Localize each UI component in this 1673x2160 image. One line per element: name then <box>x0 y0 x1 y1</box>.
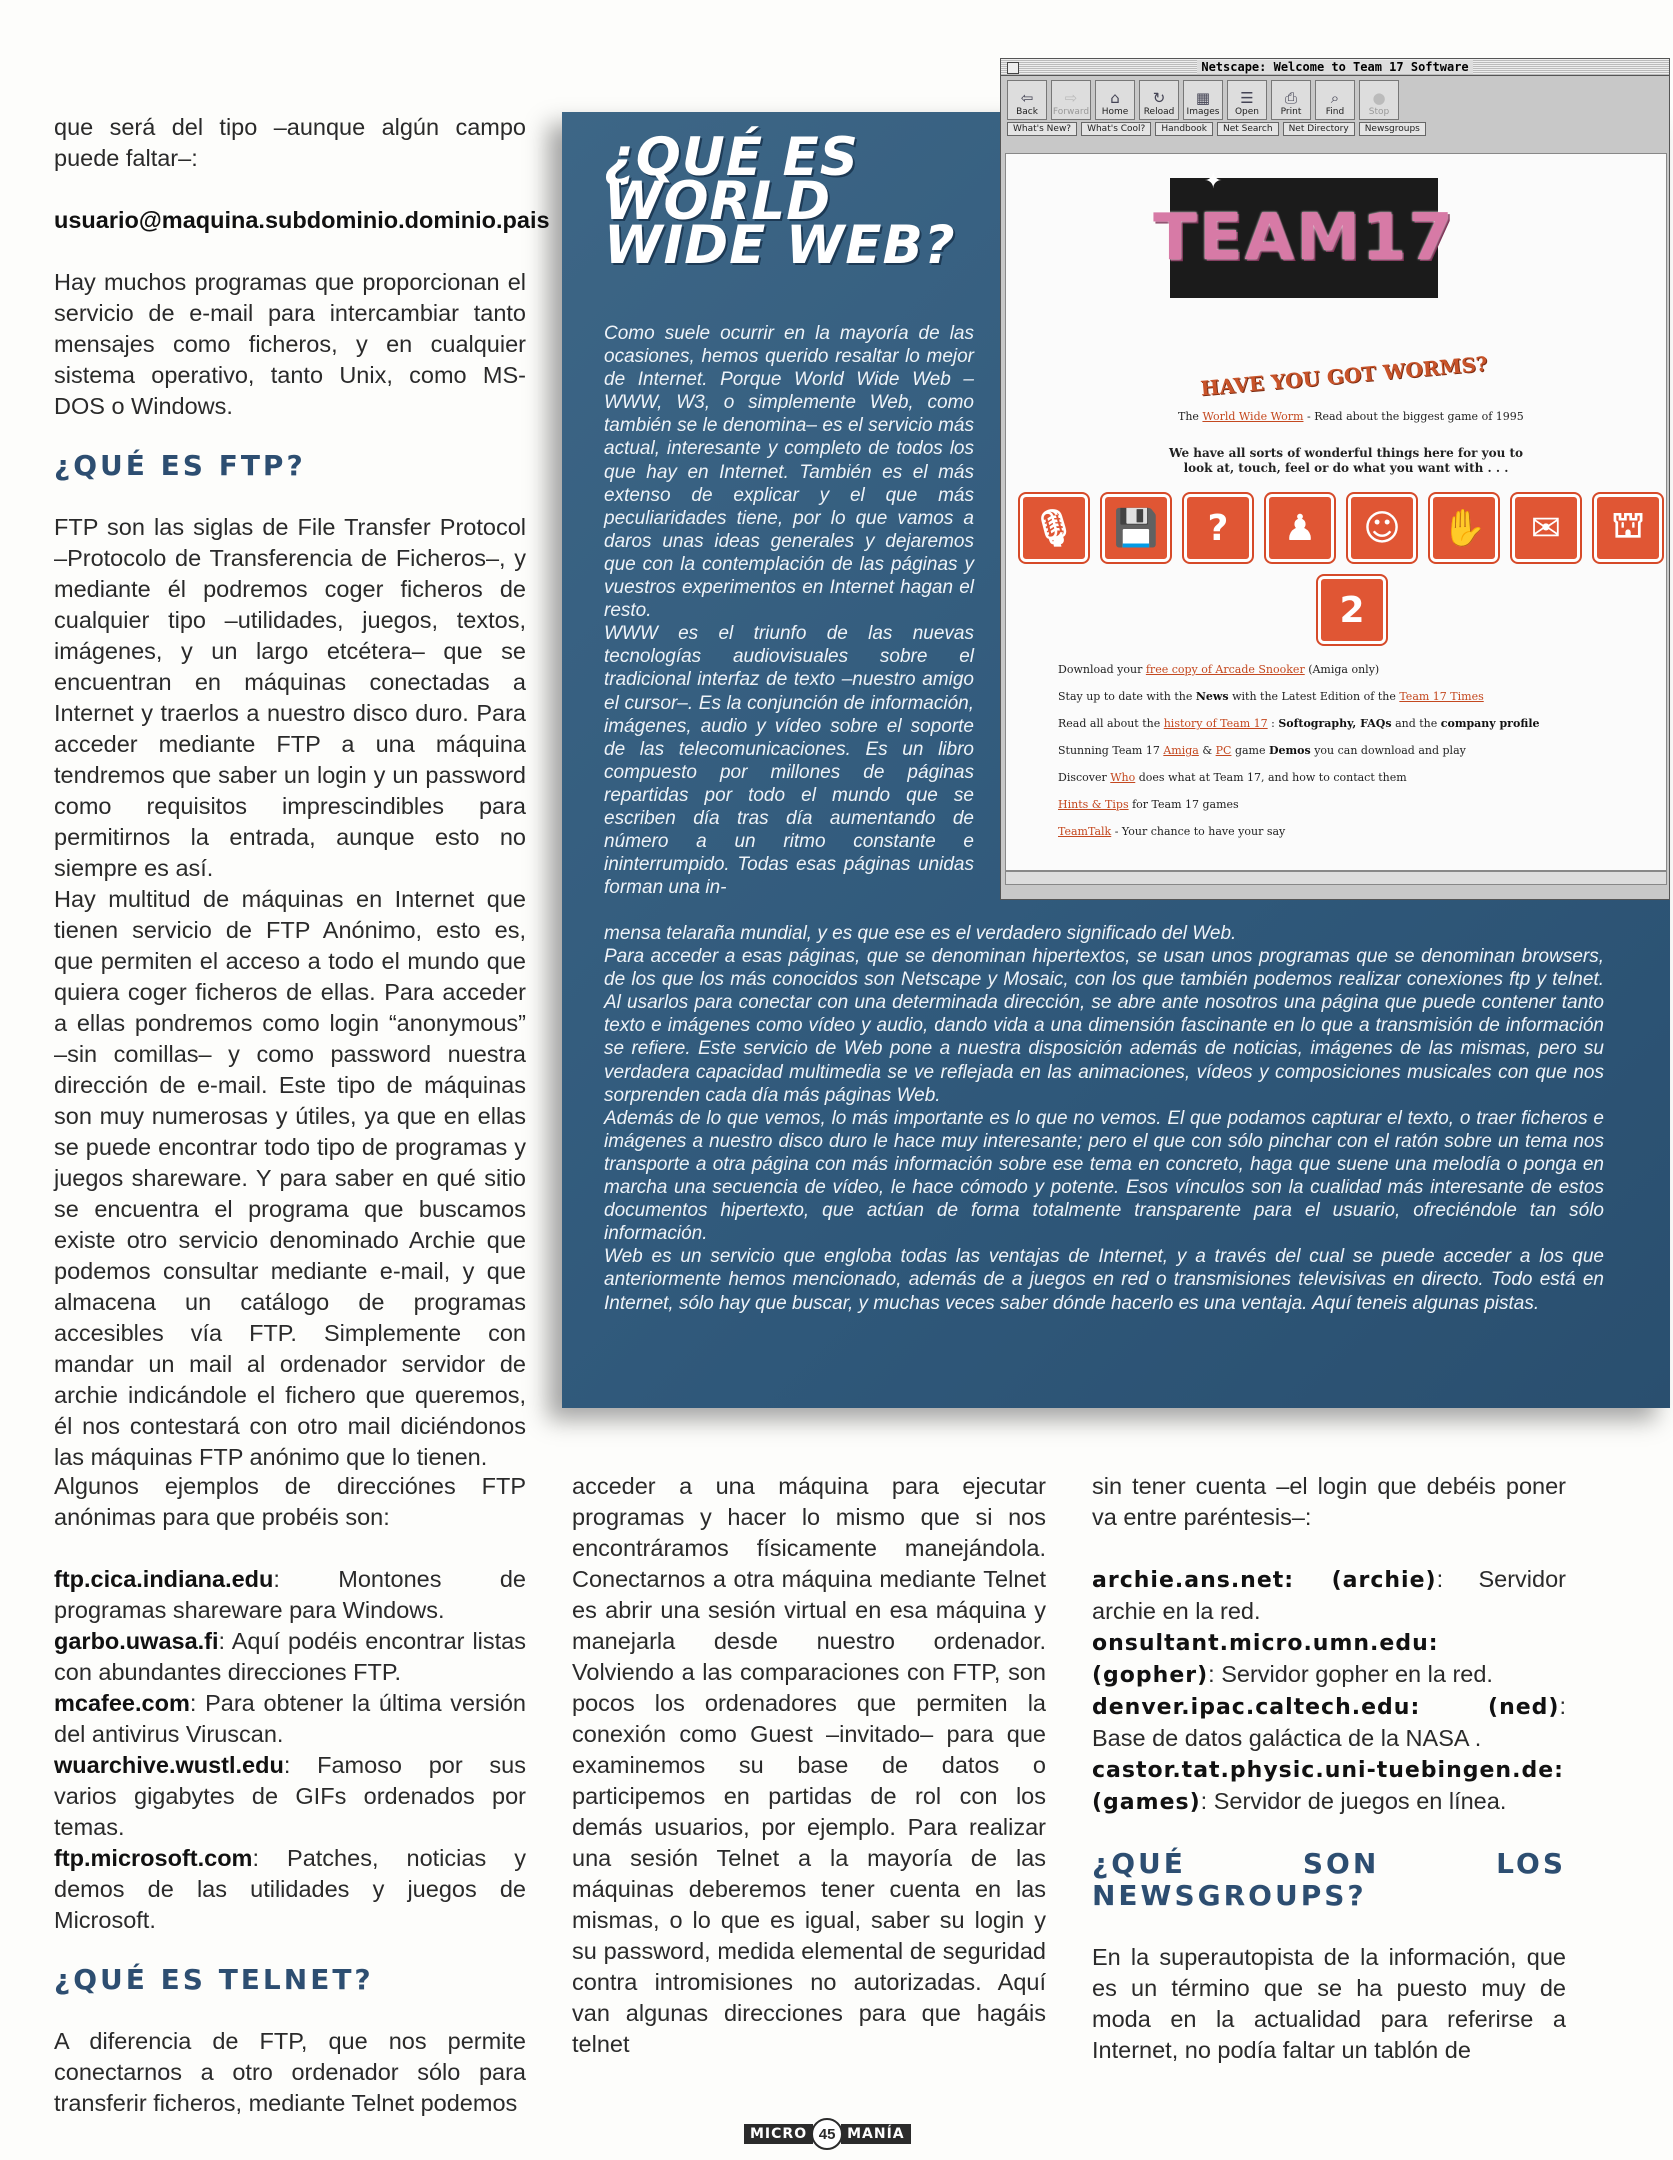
link: Amiga <box>1163 744 1199 757</box>
ftp-site-item <box>54 1750 526 1843</box>
ftp-host: ftp.microsoft.com <box>54 1845 253 1871</box>
sidebar-paragraph: Web es un servicio que engloba todas las ventajas de Internet, y a través del cual se puede acceder a los que anteriormente hemos mencionado, además de a juegos en red o transmisiones televisivas en directo. Todo está en Internet, sólo hay que buscar, y muchas veces saber dónde hacerlo es una ventaja. Aquí teneis algunas pistas. <box>604 1246 1604 1314</box>
nav-icon-button[interactable]: ✋ <box>1430 494 1498 562</box>
directory-button[interactable]: What's Cool? <box>1081 122 1151 136</box>
nav-icon-button[interactable]: ⛫ <box>1594 494 1662 562</box>
home-icon: ⌂ <box>1110 89 1120 107</box>
paragraph: que será del tipo –aunque algún campo puede faltar–: <box>54 114 526 171</box>
email-format: usuario@maquina.subdominio.dominio.pais <box>54 207 550 233</box>
toolbar-button-label: Reload <box>1143 107 1175 117</box>
telnet-site-list <box>1092 1564 1566 1818</box>
sidebar-paragraph: WWW es el triunfo de las nuevas tecnologías audiovisuales sobre el tradicional interfaz de texto –nuestro amigo el cursor–. Es la conjunción de información, imágenes, audio y vídeo sobre el soporte de las telecomunicaciones. Es un libro compuesto por millones de páginas repartidas por todo el mundo que se escriben día tras día aumentando de número a un ritmo constante e ininterrumpido. Todas esas páginas unidas forman una in- <box>604 623 974 899</box>
toolbar-button-home[interactable] <box>1095 80 1135 120</box>
page-number: 45 <box>811 2118 843 2150</box>
heading-ftp: ¿QUÉ ES FTP? <box>54 449 306 482</box>
paragraph: acceder a una máquina para ejecutar programas y hacer lo mismo que si nos encontráramos físicamente manejándola. Conectarnos a otra máquina mediante Telnet es abrir una sesión virtual en esa máquina y manejarla desde nuestro ordenador. Volviendo a las comparaciones con FTP, son pocos los ordenadores que permiten la conexión como Guest –invitado– para que examinemos su base de datos o participemos en partidas de rol con los demás usuarios, por ejemplo. Para realizar una sesión Telnet a la mayoría de las máquinas deberemos tener cuenta en las mismas, o lo que es igual, saber su login y su password, medida elemental de seguridad contra intromisiones no autorizadas. Aquí van algunas direcciones para que hagáis telnet <box>572 1473 1046 2057</box>
worms-caption: The World Wide Worm - Read about the biggest game of 1995 <box>1178 410 1524 423</box>
directory-button[interactable]: Net Directory <box>1283 122 1355 136</box>
paragraph: sin tener cuenta –el login que debéis poner va entre paréntesis–: <box>1092 1473 1566 1530</box>
directory-button[interactable]: Handbook <box>1155 122 1213 136</box>
ftp-desc: : Patches, noticias y demos de las utilidades y juegos de Microsoft. <box>54 1845 526 1933</box>
toolbar-button-label: Forward <box>1052 107 1090 117</box>
forward-icon: ⇨ <box>1064 89 1078 107</box>
sidebar-paragraph: Además de lo que vemos, lo más importante es lo que no vemos. El que podamos capturar el texto, o traer ficheros e imágenes a nuestro disco duro le hace muy interesante; pero el que con sólo pinchar con el ratón sobre un tema nos transporte a otra página con más información sobre ese tema en concreto, haga que suene una melodía o ponga en marcha una secuencia de vídeo, le hace cómodo y potente. Esos vínculos son la cualidad más interesante de estos documentos hipertexto, que actúan de forma totalmente transparente para el usuario, ofreciéndole tan sólo información. <box>604 1107 1604 1245</box>
toolbar-button-reload[interactable] <box>1139 80 1179 120</box>
toolbar-button-label: Home <box>1101 107 1129 117</box>
images-icon: ▦ <box>1195 89 1211 107</box>
telnet-host: archie.ans.net: (archie) <box>1092 1568 1437 1593</box>
link-line: Stunning Team 17 Amiga & PC game Demos you can download and play <box>1058 744 1466 757</box>
link: Hints & Tips <box>1058 798 1129 811</box>
page-footer <box>744 2118 911 2150</box>
paragraph: Hay multitud de máquinas en Internet que tienen servicio de FTP Anónimo, esto es, que permiten el acceso a todo el mundo que quiera coger ficheros de ellas. Para acceder a ellas pondremos como login “anonymous” –sin comillas– y como password nuestra dirección de e-mail. Este tipo de máquinas son muy numerosas y útiles, ya que en ellas se puede encontrar todo tipo de programas y juegos shareware. Y para saber en qué sitio se encuentra el programa que buscamos existe otro servicio denominado Archie que podemos consultar mediante e-mail, y que almacena un catálogo de programas accesibles vía FTP. Simplemente con mandar un mail al ordenador servidor de archie indicándole el fichero que queremos, él nos contestará con otro mail diciéndonos las máquinas FTP anónimo que lo tienen. <box>54 886 526 1470</box>
heading-telnet: ¿QUÉ ES TELNET? <box>54 1963 374 1996</box>
sidebar-paragraph: mensa telaraña mundial, y es que ese es el verdadero significado del Web. <box>604 923 1237 944</box>
logo-text: TEAM17 <box>1153 201 1455 275</box>
left-column <box>54 112 550 1473</box>
link-line: Read all about the history of Team 17 : Softography, FAQs and the company profile <box>1058 717 1540 730</box>
link-line: Hints & Tips for Team 17 games <box>1058 798 1239 811</box>
close-box-icon <box>1007 62 1019 74</box>
window-title: Netscape: Welcome to Team 17 Software <box>1197 60 1472 74</box>
telnet-desc: : Servidor gopher en la red. <box>1208 1661 1493 1687</box>
horizontal-scrollbar <box>1005 871 1667 885</box>
nav-icon-button[interactable]: ? <box>1184 494 1252 562</box>
link-line: TeamTalk - Your chance to have your say <box>1058 825 1286 838</box>
toolbar-button-label: Find <box>1325 107 1345 117</box>
link: Team 17 Times <box>1399 690 1484 703</box>
right-column <box>1092 1471 1566 2066</box>
ftp-host: wuarchive.wustl.edu <box>54 1752 284 1778</box>
link: free copy of Arcade Snooker <box>1145 663 1305 676</box>
paragraph: En la superautopista de la información, que es un término que se ha puesto muy de moda en la actualidad para referirse a Internet, no podía faltar un tablón de <box>1092 1944 1566 2063</box>
telnet-desc: : Servidor de juegos en línea. <box>1200 1788 1507 1814</box>
worms-banner: HAVE YOU GOT WORMS? <box>1199 351 1489 401</box>
print-icon: ⎙ <box>1284 89 1297 107</box>
page-content <box>1005 153 1667 871</box>
link-line: Discover Who does what at Team 17, and how to contact them <box>1058 771 1407 784</box>
nav-icon-button[interactable]: ♟ <box>1266 494 1334 562</box>
sparkle-icon: ✦ <box>1204 168 1223 193</box>
stop-icon: ● <box>1372 89 1386 107</box>
ftp-desc: : Famoso por sus varios gigabytes de GIFs ordenados por temas. <box>54 1752 526 1840</box>
nav-icon-button[interactable]: ☺ <box>1348 494 1416 562</box>
toolbar-button-print[interactable] <box>1271 80 1311 120</box>
link: TeamTalk <box>1058 825 1112 838</box>
paragraph: Hay muchos programas que proporcionan el servicio de e-mail para intercambiar tanto mensajes como ficheros, y en cualquier sistema operativo, tanto Unix, como MS-DOS o Windows. <box>54 269 526 419</box>
ftp-site-item <box>54 1688 526 1750</box>
toolbar-button-label: Print <box>1280 107 1302 117</box>
worms-link: World Wide Worm <box>1202 410 1304 423</box>
sidebar-text-narrow <box>604 322 974 899</box>
nav-icon-button[interactable]: 🎙 <box>1020 494 1088 562</box>
telnet-site-item <box>1092 1564 1566 1627</box>
back-icon: ⇦ <box>1020 89 1034 107</box>
telnet-site-item <box>1092 1691 1566 1754</box>
icon-extra <box>1318 576 1386 644</box>
nav-icon-button[interactable]: 💾 <box>1102 494 1170 562</box>
link: history of Team 17 <box>1163 717 1268 730</box>
browser-toolbar <box>1001 76 1669 122</box>
intro-text: We have all sorts of wonderful things here for you to look at, touch, feel or do what you want with . . . <box>1168 446 1524 475</box>
icon-row <box>1020 494 1662 562</box>
heading-newsgroups: ¿QUÉ SON LOS NEWSGROUPS? <box>1092 1847 1566 1912</box>
telnet-host: castor.tat.physic.uni-tuebingen.de: (games) <box>1092 1758 1564 1815</box>
ftp-site-item <box>54 1626 526 1688</box>
telnet-site-item <box>1092 1627 1566 1691</box>
telnet-site-item <box>1092 1754 1566 1818</box>
reload-icon: ↻ <box>1152 89 1166 107</box>
toolbar-button-find[interactable] <box>1315 80 1355 120</box>
directory-buttons <box>1001 122 1669 140</box>
paragraph: FTP son las siglas de File Transfer Protocol –Protocolo de Transferencia de Ficheros–, y mediante él podremos coger ficheros de cualquier tipo –utilidades, juegos, textos, imágenes, y un largo etcétera– que se encuentran en máquinas conectadas a Internet y traerlos a nuestro disco duro. Para acceder mediante FTP a una máquina tendremos que saber un login y un password como requisitos imprescindibles para permitirnos la entrada, aunque esto no siempre es así. <box>54 514 526 881</box>
footer-brand-right: MANÍA <box>841 2124 911 2144</box>
toolbar-button-forward[interactable] <box>1051 80 1091 120</box>
open-icon: ☰ <box>1240 89 1254 107</box>
sidebar-paragraph: Como suele ocurrir en la mayoría de las ocasiones, hemos querido resaltar lo mejor de Internet. Porque World Wide Web –WWW, W3, o simplemente Web, como también se le denomina– es el servicio más actual, interesante y completo de todos los que hay en Internet. También es el más extenso de explicar y el que más peculiaridades tiene, por lo que vamos a daros unas ideas generales y dejaremos que con la contemplación de las páginas y vuestros experimentos en Internet hagan el resto. <box>604 323 974 622</box>
team17-logo <box>1153 178 1455 298</box>
telnet-desc: : Base de datos galáctica de la NASA . <box>1092 1693 1566 1751</box>
directory-button[interactable]: What's New? <box>1007 122 1077 136</box>
ftp-site-item <box>54 1843 526 1936</box>
ftp-host: mcafee.com <box>54 1690 190 1716</box>
nav-icon-button[interactable]: 2 <box>1318 576 1386 644</box>
sidebar-title: ¿QUÉ ES WORLD WIDE WEB? <box>604 127 956 276</box>
link-line: Stay up to date with the News with the Latest Edition of the Team 17 Times <box>1058 690 1484 703</box>
middle-column <box>572 1471 1046 2060</box>
ftp-site-list <box>54 1564 526 1936</box>
ftp-desc: : Montones de programas shareware para Windows. <box>54 1566 526 1623</box>
paragraph: Algunos ejemplos de direcciónes FTP anónimas para que probéis son: <box>54 1473 526 1530</box>
toolbar-button-label: Images <box>1186 107 1220 117</box>
toolbar-button-images[interactable] <box>1183 80 1223 120</box>
link: Who <box>1110 771 1136 784</box>
toolbar-button-label: Stop <box>1368 107 1390 117</box>
ftp-desc: : Aquí podéis encontrar listas con abundantes direcciones FTP. <box>54 1628 526 1685</box>
toolbar-button-open[interactable] <box>1227 80 1267 120</box>
window-titlebar <box>1001 59 1669 76</box>
directory-button[interactable]: Newsgroups <box>1359 122 1426 136</box>
netscape-window <box>1000 58 1670 900</box>
ftp-host: ftp.cica.indiana.edu <box>54 1566 274 1592</box>
toolbar-button-back[interactable] <box>1007 80 1047 120</box>
nav-icon-button[interactable]: ✉ <box>1512 494 1580 562</box>
sidebar-paragraph: Para acceder a esas páginas, que se denominan hipertextos, se usan unos programas que se denominan browsers, de los que los más conocidos son Netscape y Mosaic, con los que también podemos realizar conexiones ftp y telnet. Al usarlos para conectar con una determinada dirección, se abre ante nosotros una página que puede contener tanto texto e imágenes como vídeo y audio, dando vida a una dimensión fascinante en lo que a transmisión de información se refiere. Este servicio de Web pone a nuestra disposición además de noticias, imágenes de las mismas, pero su verdadera capacidad multimedia se ve reflejada en las animaciones, vídeos y composiciones musicales con que nos sorprenden cada día más páginas Web. <box>604 946 1604 1106</box>
link-line: Download your free copy of Arcade Snooker (Amiga only) <box>1058 663 1380 676</box>
directory-button[interactable]: Net Search <box>1217 122 1279 136</box>
telnet-host: denver.ipac.caltech.edu: (ned) <box>1092 1695 1560 1720</box>
telnet-host: onsultant.micro.umn.edu: (gopher) <box>1092 1631 1439 1688</box>
sidebar-text-wide <box>604 922 1604 1315</box>
telnet-desc: : Servidor archie en la red. <box>1092 1566 1566 1624</box>
link-list <box>1058 656 1540 845</box>
footer-brand-left: MICRO <box>744 2124 813 2144</box>
paragraph: A diferencia de FTP, que nos permite conectarnos a otro ordenador sólo para transferir ficheros, mediante Telnet podemos <box>54 2028 526 2116</box>
ftp-host: garbo.uwasa.fi <box>54 1628 219 1654</box>
toolbar-button-label: Back <box>1016 107 1038 117</box>
toolbar-button-stop[interactable] <box>1359 80 1399 120</box>
toolbar-button-label: Open <box>1234 107 1260 117</box>
find-icon: ⌕ <box>1330 89 1340 107</box>
link: PC <box>1215 744 1232 757</box>
ftp-desc: : Para obtener la última versión del antivirus Viruscan. <box>54 1690 526 1747</box>
left-column-lower <box>54 1471 526 2119</box>
ftp-site-item <box>54 1564 526 1626</box>
